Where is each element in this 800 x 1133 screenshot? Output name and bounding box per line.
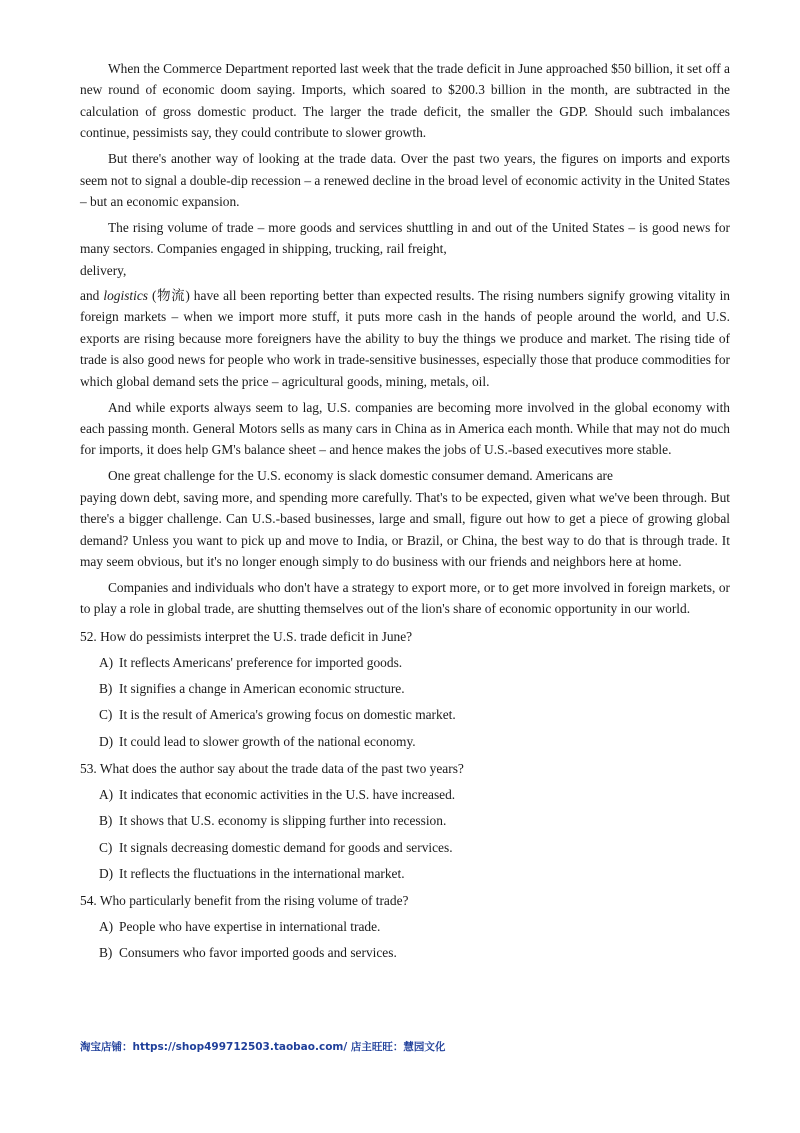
option-letter: C): [99, 839, 113, 855]
option-text: People who have expertise in international trade.: [119, 919, 381, 934]
paragraph-3-line-2: delivery,: [80, 262, 127, 278]
paragraph-3-lead: and: [80, 288, 104, 304]
option-text: It shows that U.S. economy is slipping further into recession.: [119, 813, 447, 829]
option-d[interactable]: [99, 863, 730, 884]
owner-label: 店主旺旺：: [350, 1041, 404, 1053]
option-d[interactable]: [99, 731, 730, 752]
option-a[interactable]: [99, 652, 730, 673]
passage-paragraph-4: And while exports always seem to lag, U.S. companies are becoming more involved in the global economy with each passing month. General Motors sells as many cars in China as in America each month. While that may not do much for imports, it does help GM's balance sheet – and hence makes the jobs of U.S.-based executives more stable.: [80, 399, 730, 458]
shop-link[interactable]: https://shop499712503.taobao.com/: [132, 1041, 348, 1053]
option-a[interactable]: [99, 916, 730, 937]
option-c[interactable]: [99, 704, 730, 725]
question-stem: 52. How do pessimists interpret the U.S. trade deficit in June?: [80, 628, 413, 644]
option-b[interactable]: [99, 810, 730, 831]
paragraph-5-line-1: One great challenge for the U.S. economy is slack domestic consumer demand. Americans are: [108, 468, 613, 484]
option-c[interactable]: [99, 837, 730, 858]
owner-name: 慧园文化: [403, 1041, 446, 1053]
option-letter: B): [99, 945, 113, 961]
option-letter: A): [99, 654, 114, 670]
option-text: It is the result of America's growing focus on domestic market.: [119, 707, 456, 723]
option-text: It signifies a change in American economic structure.: [119, 681, 405, 697]
option-letter: D): [99, 866, 114, 881]
passage-paragraph-3: [80, 217, 730, 392]
passage-paragraph-2: But there's another way of looking at the trade data. Over the past two years, the figures on imports and exports seem not to signal a double-dip recession – a renewed decline in the broad level of economic activity in the United States – but an economic expansion.: [80, 151, 730, 209]
option-letter: D): [99, 733, 114, 749]
paragraph-3-line-1: The rising volume of trade – more goods and services shuttling in and out of the United States – is good news for many sectors. Companies engaged in shipping, trucking, rail freight,: [80, 219, 730, 257]
option-letter: B): [99, 681, 113, 697]
paragraph-5-body: paying down debt, saving more, and spending more carefully. That's to be expected, given what we've been through. But there's a bigger challenge. Can U.S.-based businesses, large and small, figure out how to get a piece of growing global demand? Unless you want to pick up and move to India, or Brazil, or China, the best way to do that is through trade. It may seem obvious, but it's no longer enough simply to do business with our friends and neighbors here at home.: [80, 489, 730, 569]
option-text: Consumers who favor imported goods and services.: [119, 945, 397, 961]
passage-paragraph-5: [80, 465, 730, 572]
option-b[interactable]: [99, 942, 730, 963]
question-stem: 53. What does the author say about the trade data of the past two years?: [80, 760, 464, 776]
paragraph-3-body: have all been reporting better than expected results. The rising numbers signify growing vitality in foreign markets – when we import more stuff, it puts more cash in the hands of people around the world, and U.S. exports are rising because more foreigners have the ability to buy the things we produce and market. The rising tide of trade is also good news for people who work in trade-sensitive businesses, especially those that produce commodities for which global demand sets the price – agricultural goods, mining, metals, oil.: [80, 288, 730, 389]
option-text: It reflects the fluctuations in the international market.: [119, 866, 405, 881]
question-52: [80, 626, 730, 752]
option-letter: B): [99, 813, 113, 829]
term-logistics: logistics: [103, 288, 149, 304]
question-53: [80, 758, 730, 884]
option-b[interactable]: [99, 678, 730, 699]
option-text: It reflects Americans' preference for imported goods.: [119, 654, 403, 670]
option-a[interactable]: [99, 784, 730, 805]
option-letter: C): [99, 707, 113, 723]
passage-paragraph-6: Companies and individuals who don't have a strategy to export more, or to get more involved in foreign markets, or to play a role in global trade, are shutting themselves out of the lion's share of economic opportunity in our world.: [80, 579, 730, 617]
question-stem: 54. Who particularly benefit from the rising volume of trade?: [80, 893, 409, 908]
document-page: [80, 58, 730, 969]
option-text: It indicates that economic activities in the U.S. have increased.: [119, 786, 456, 802]
shop-footer: [80, 1039, 445, 1054]
shop-label: 淘宝店铺：: [80, 1041, 133, 1053]
option-letter: A): [99, 786, 114, 802]
passage-paragraph-1: When the Commerce Department reported last week that the trade deficit in June approached $50 billion, it set off a new round of economic doom saying. Imports, which soared to $200.3 billion in the month, are subtracted in the calculation of gross domestic product. The larger the trade deficit, the smaller the GDP. Should such imbalances continue, pessimists say, they could contribute to slower growth.: [80, 61, 730, 141]
paragraph-3-continuation: [80, 285, 730, 392]
option-text: It could lead to slower growth of the national economy.: [119, 733, 416, 749]
question-54: [80, 890, 730, 963]
option-letter: A): [99, 919, 114, 934]
term-gloss: (物流): [148, 288, 190, 304]
option-text: It signals decreasing domestic demand for goods and services.: [119, 839, 453, 855]
